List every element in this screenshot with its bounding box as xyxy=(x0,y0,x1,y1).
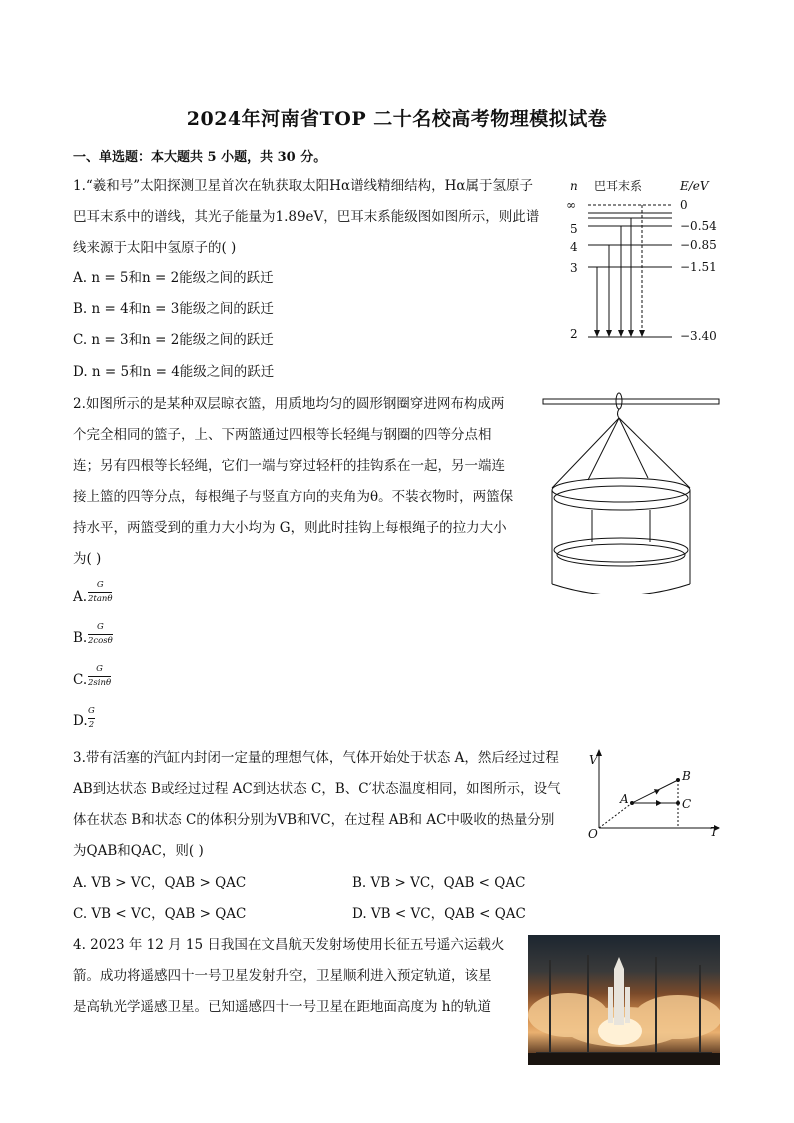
q3-option-c[interactable]: C. VB < VC，QAB > QAC xyxy=(73,906,247,922)
q1-option-d[interactable]: D. n = 5和n = 4能级之间的跃迁 xyxy=(73,364,275,380)
q2-option-b-fraction: G 2cosθ xyxy=(88,622,113,646)
page-title: 2024年河南省TOP 二十名校高考物理模拟试卷 xyxy=(186,108,608,130)
level-n-inf: ∞ xyxy=(566,198,576,212)
section-heading: 一、单选题：本大题共 5 小题，共 30 分。 xyxy=(73,150,327,165)
q3-line-4: 为QAB和QAC，则( ) xyxy=(73,843,204,859)
clothes-basket-figure xyxy=(540,392,724,594)
level-n-5: 5 xyxy=(570,222,578,236)
t-axis-label: T xyxy=(710,825,719,839)
vt-diagram xyxy=(584,748,724,840)
level-e-inf: 0 xyxy=(680,198,688,212)
q1-option-c[interactable]: C. n = 3和n = 2能级之间的跃迁 xyxy=(73,332,274,348)
q4-line-3: 是高轨光学遥感卫星。已知遥感四十一号卫星在距地面高度为 h的轨道 xyxy=(73,999,491,1015)
q3-option-a[interactable]: A. VB > VC，QAB > QAC xyxy=(73,875,247,891)
q3-line-1: 3.带有活塞的汽缸内封闭一定量的理想气体，气体开始处于状态 A，然后经过过程 xyxy=(73,750,559,766)
q2-line-3: 连；另有四根等长轻绳，它们一端与穿过轻杆的挂钩系在一起，另一端连 xyxy=(73,458,505,474)
q1-option-a[interactable]: A. n = 5和n = 2能级之间的跃迁 xyxy=(73,270,274,286)
q1-option-b[interactable]: B. n = 4和n = 3能级之间的跃迁 xyxy=(73,301,274,317)
q1-line-1: 1.“羲和号”太阳探测卫星首次在轨获取太阳Hα谱线精细结构，Hα属于氢原子 xyxy=(73,178,533,194)
q2-option-a-fraction: G 2tanθ xyxy=(88,580,113,604)
q4-line-1: 4. 2023 年 12 月 15 日我国在文昌航天发射场使用长征五号遥六运载火 xyxy=(73,937,505,953)
q2-line-6: 为( ) xyxy=(73,551,102,567)
energy-level-diagram xyxy=(560,172,740,350)
level-n-2: 2 xyxy=(570,327,578,341)
q3-line-3: 体在状态 B和状态 C的体积分别为VB和VC，在过程 AB和 AC中吸收的热量分别 xyxy=(73,812,555,828)
q3-line-2: AB到达状态 B或经过过程 AC到达状态 C，B、C′状态温度相同，如图所示，设气 xyxy=(73,781,561,797)
level-e-2: −3.40 xyxy=(680,329,717,343)
v-axis-label: V xyxy=(589,753,598,767)
q3-option-b[interactable]: B. VB > VC，QAB < QAC xyxy=(352,875,526,891)
q2-option-c-label[interactable]: C. xyxy=(73,672,88,688)
level-e-4: −0.85 xyxy=(680,238,717,252)
q2-option-a-label[interactable]: A. xyxy=(73,589,88,605)
energy-axis-label: E/eV xyxy=(680,179,709,193)
q2-line-4: 接上篮的四等分点，每根绳子与竖直方向的夹角为θ。不装衣物时，两篮保 xyxy=(73,489,514,505)
n-axis-label: n xyxy=(570,179,578,193)
state-c-label: C xyxy=(682,797,692,811)
q2-line-5: 持水平，两篮受到的重力大小均为 G，则此时挂钩上每根绳子的拉力大小 xyxy=(73,520,507,536)
q2-option-b-label[interactable]: B. xyxy=(73,630,88,646)
series-label: 巴耳末系 xyxy=(594,179,643,193)
origin-label: O xyxy=(588,827,598,840)
q2-line-2: 个完全相同的篮子，上、下两篮通过四根等长轻绳与钢圈的四等分点相 xyxy=(73,427,492,443)
q2-option-d-label[interactable]: D. xyxy=(73,713,88,729)
state-a-label: A xyxy=(620,792,629,806)
level-n-4: 4 xyxy=(570,240,578,254)
q3-option-d[interactable]: D. VB < VC，QAB < QAC xyxy=(352,906,526,922)
level-n-3: 3 xyxy=(570,261,578,275)
q4-line-2: 箭。成功将遥感四十一号卫星发射升空，卫星顺利进入预定轨道，该星 xyxy=(73,968,492,984)
q2-option-d-fraction: G 2 xyxy=(88,706,95,730)
q1-line-3: 线来源于太阳中氢原子的( ) xyxy=(73,240,237,256)
state-b-label: B xyxy=(682,769,691,783)
q2-line-1: 2.如图所示的是某种双层晾衣篮，用质地均匀的圆形钢圈穿进网布构成两 xyxy=(73,396,505,412)
level-e-5: −0.54 xyxy=(680,219,717,233)
level-e-3: −1.51 xyxy=(680,260,717,274)
rocket-launch-photo xyxy=(528,935,720,1065)
q2-option-c-fraction: G 2sinθ xyxy=(88,664,112,688)
q1-line-2: 巴耳末系中的谱线，其光子能量为1.89eV，巴耳末系能级图如图所示，则此谱 xyxy=(73,209,540,225)
